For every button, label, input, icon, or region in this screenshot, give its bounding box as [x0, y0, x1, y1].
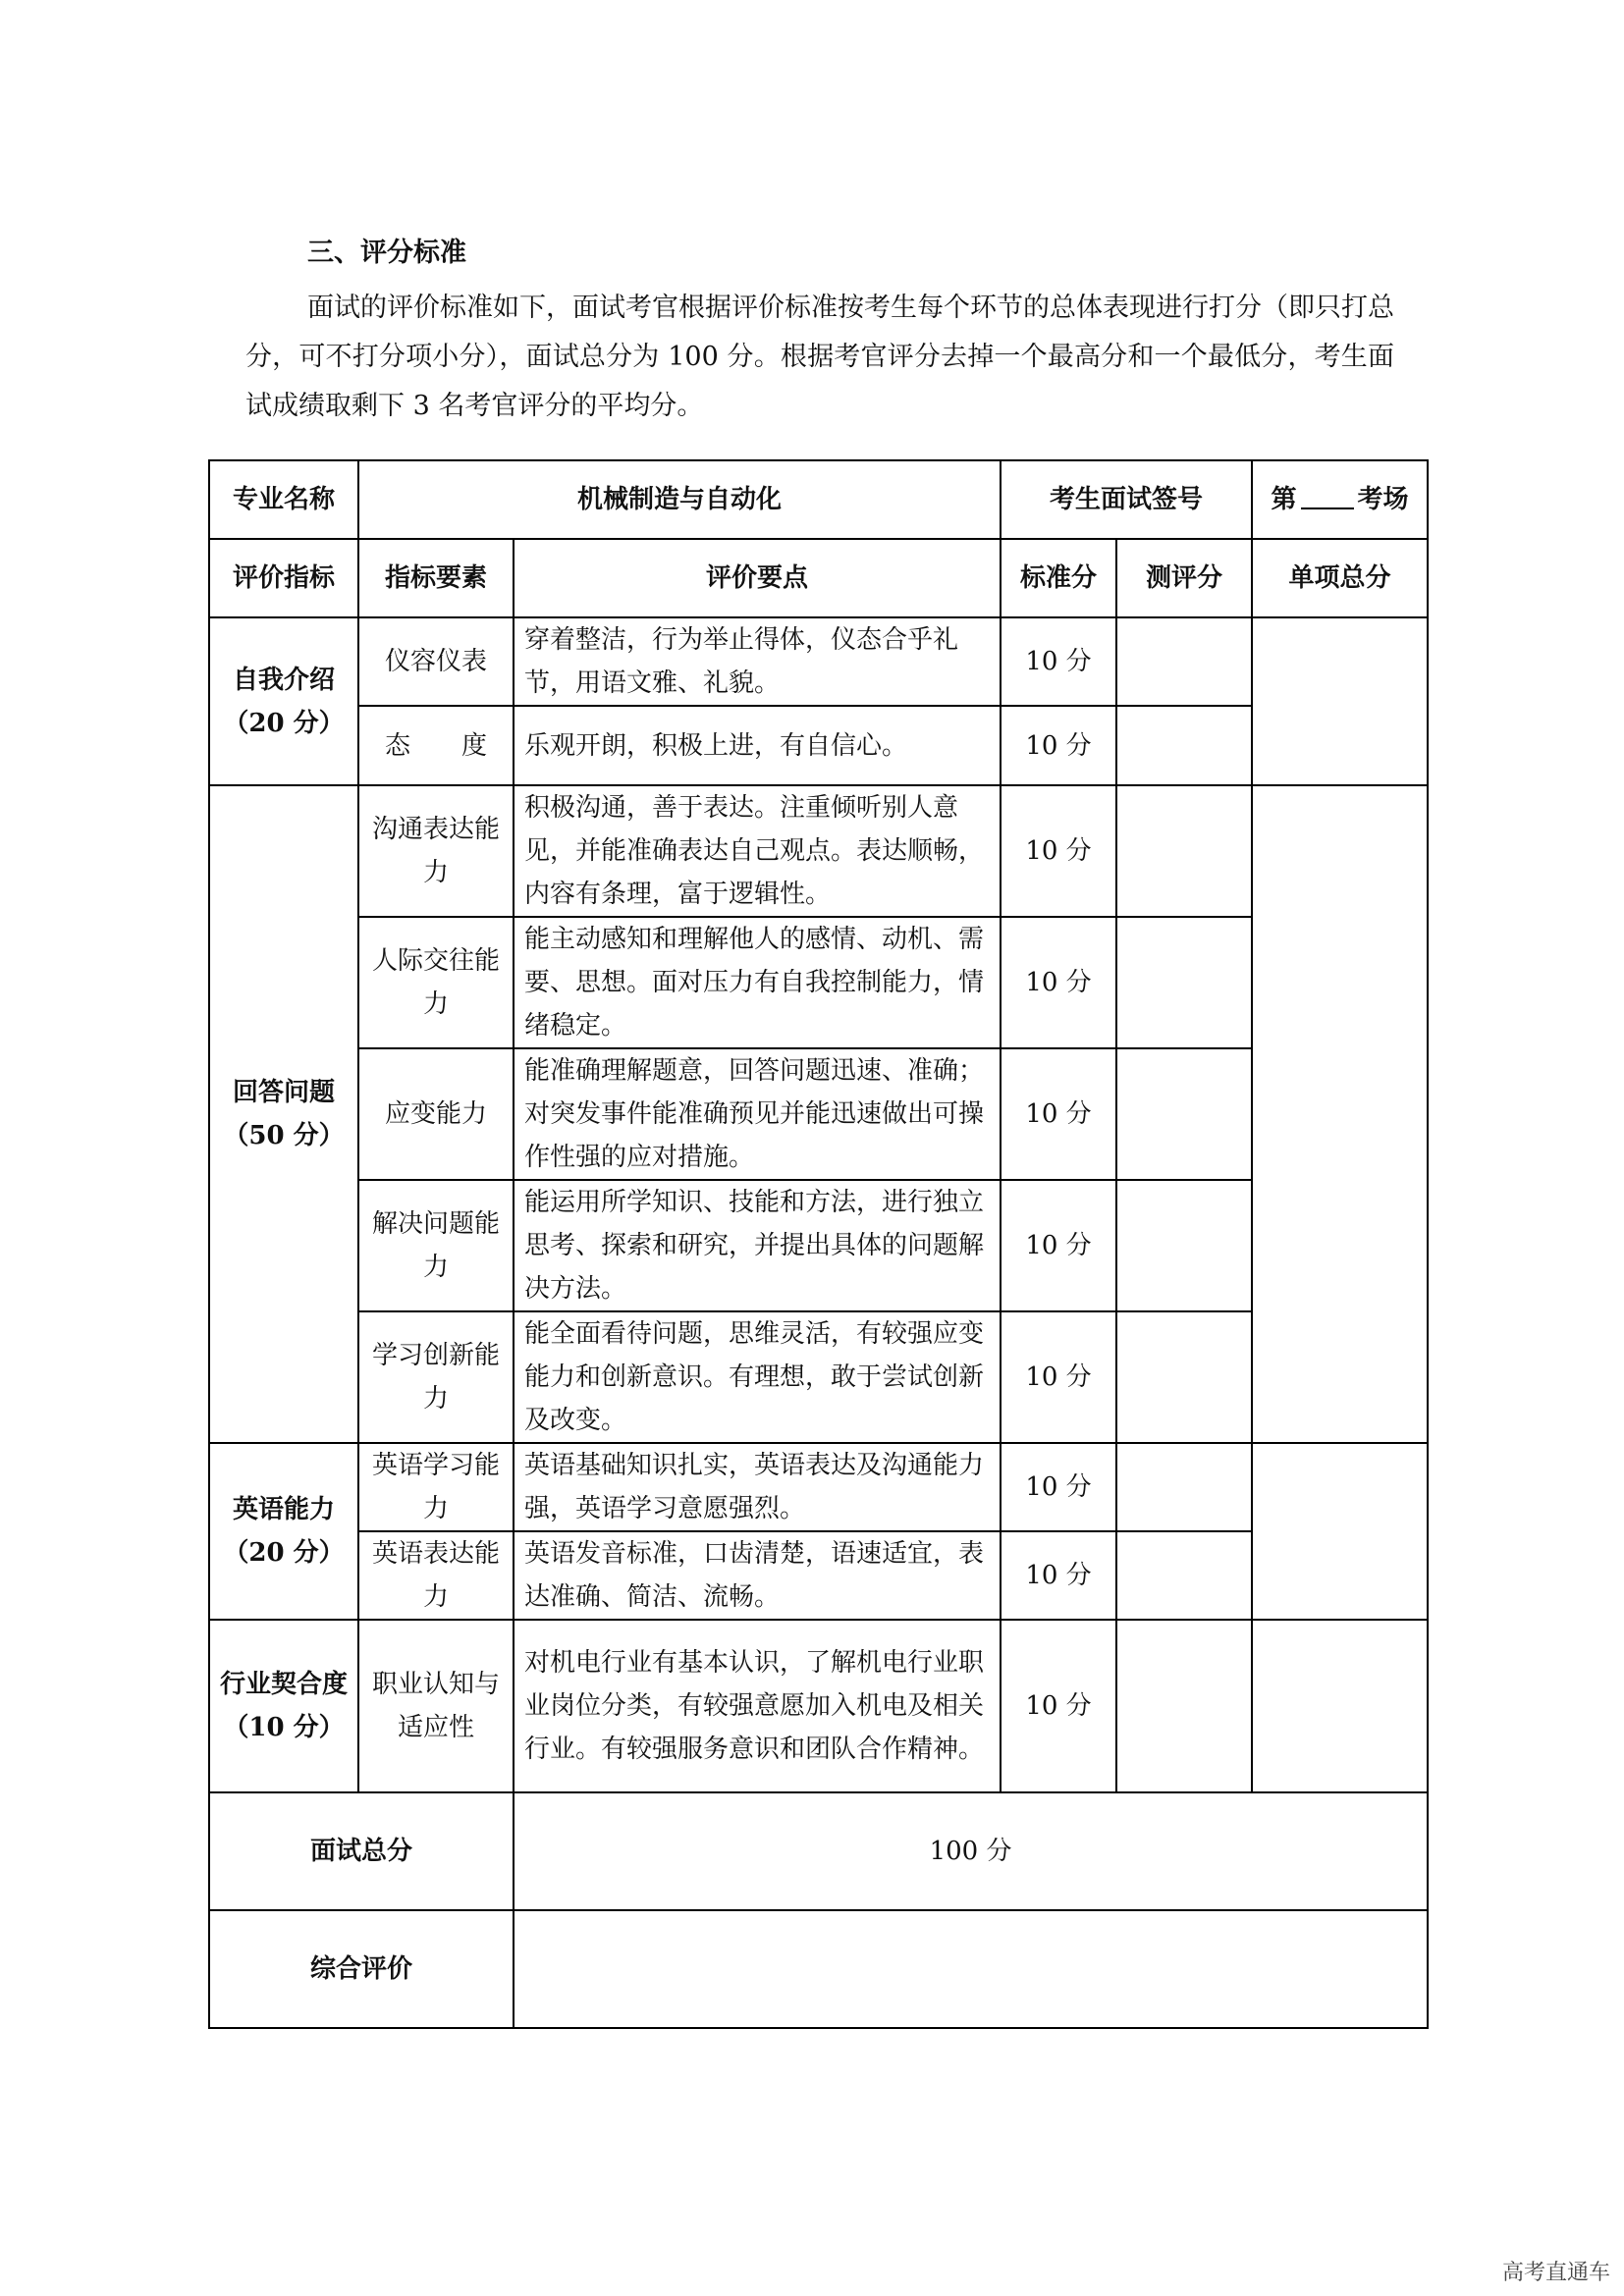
- subtotal-cell[interactable]: [1252, 785, 1428, 1443]
- element-cell: 沟通表达能力: [358, 785, 514, 917]
- subtotal-cell[interactable]: [1252, 1620, 1428, 1792]
- measured-cell[interactable]: [1116, 706, 1252, 785]
- standard-cell: 10 分: [1001, 785, 1116, 917]
- points-cell: 乐观开朗，积极上进，有自信心。: [514, 706, 1001, 785]
- total-label: 面试总分: [209, 1792, 514, 1910]
- scoring-table: [208, 459, 1429, 2029]
- standard-cell: 10 分: [1001, 1048, 1116, 1180]
- standard-cell: 10 分: [1001, 1443, 1116, 1531]
- header-points: 评价要点: [514, 539, 1001, 617]
- standard-cell: 10 分: [1001, 1311, 1116, 1443]
- major-label: 专业名称: [209, 460, 358, 539]
- table-row: [209, 706, 1428, 785]
- measured-cell[interactable]: [1116, 1311, 1252, 1443]
- table-row: [209, 617, 1428, 706]
- total-value: 100 分: [514, 1792, 1428, 1910]
- header-standard: 标准分: [1001, 539, 1116, 617]
- table-row-major: [209, 460, 1428, 539]
- comment-label: 综合评价: [209, 1910, 514, 2028]
- element-cell: 仪容仪表: [358, 617, 514, 706]
- header-indicator: 评价指标: [209, 539, 358, 617]
- points-cell: 对机电行业有基本认识，了解机电行业职业岗位分类，有较强意愿加入机电及相关行业。有较强服务意识和团队合作精神。: [514, 1620, 1001, 1792]
- standard-cell: 10 分: [1001, 706, 1116, 785]
- element-cell: 英语表达能力: [358, 1531, 514, 1620]
- exam-room: [1252, 460, 1428, 539]
- subtotal-cell[interactable]: [1252, 617, 1428, 785]
- room-prefix: 第: [1271, 485, 1297, 514]
- table-row: [209, 1443, 1428, 1531]
- standard-cell: 10 分: [1001, 1180, 1116, 1311]
- measured-cell[interactable]: [1116, 617, 1252, 706]
- comment-field[interactable]: [514, 1910, 1428, 2028]
- section-heading: 三、评分标准: [307, 238, 466, 268]
- points-cell: 能运用所学知识、技能和方法，进行独立思考、探索和研究，并提出具体的问题解决方法。: [514, 1180, 1001, 1311]
- table-row: [209, 1311, 1428, 1443]
- sign-label: 考生面试签号: [1001, 460, 1252, 539]
- group-cell: 回答问题 （50 分）: [209, 785, 358, 1443]
- element-cell: 英语学习能力: [358, 1443, 514, 1531]
- room-suffix: 考场: [1357, 485, 1409, 514]
- points-cell: 积极沟通，善于表达。注重倾听别人意见，并能准确表达自己观点。表达顺畅，内容有条理，富于逻辑性。: [514, 785, 1001, 917]
- measured-cell[interactable]: [1116, 1443, 1252, 1531]
- standard-cell: 10 分: [1001, 917, 1116, 1048]
- table-row: [209, 1531, 1428, 1620]
- group-cell: 行业契合度 （10 分）: [209, 1620, 358, 1792]
- table-row: [209, 785, 1428, 917]
- table-row: [209, 1180, 1428, 1311]
- points-cell: 英语发音标准，口齿清楚，语速适宜，表达准确、简洁、流畅。: [514, 1531, 1001, 1620]
- element-cell: 职业认知与适应性: [358, 1620, 514, 1792]
- element-cell: 应变能力: [358, 1048, 514, 1180]
- points-cell: 英语基础知识扎实，英语表达及沟通能力强，英语学习意愿强烈。: [514, 1443, 1001, 1531]
- group-cell: 英语能力 （20 分）: [209, 1443, 358, 1620]
- measured-cell[interactable]: [1116, 1620, 1252, 1792]
- points-cell: 能全面看待问题，思维灵活，有较强应变能力和创新意识。有理想，敢于尝试创新及改变。: [514, 1311, 1001, 1443]
- points-cell: 穿着整洁，行为举止得体，仪态合乎礼节，用语文雅、礼貌。: [514, 617, 1001, 706]
- header-element: 指标要素: [358, 539, 514, 617]
- element-cell: 态 度: [358, 706, 514, 785]
- subtotal-cell[interactable]: [1252, 1443, 1428, 1620]
- table-row: [209, 1620, 1428, 1792]
- element-cell: 解决问题能力: [358, 1180, 514, 1311]
- standard-cell: 10 分: [1001, 1620, 1116, 1792]
- header-subtotal: 单项总分: [1252, 539, 1428, 617]
- table-row: [209, 917, 1428, 1048]
- header-measured: 测评分: [1116, 539, 1252, 617]
- comment-row: [209, 1910, 1428, 2028]
- measured-cell[interactable]: [1116, 1180, 1252, 1311]
- points-cell: 能主动感知和理解他人的感情、动机、需要、思想。面对压力有自我控制能力，情绪稳定。: [514, 917, 1001, 1048]
- element-cell: 人际交往能力: [358, 917, 514, 1048]
- table-row: [209, 1048, 1428, 1180]
- standard-cell: 10 分: [1001, 617, 1116, 706]
- intro-paragraph: 面试的评价标准如下，面试考官根据评价标准按考生每个环节的总体表现进行打分（即只打总分，可不打分项小分），面试总分为 100 分。根据考官评分去掉一个最高分和一个最低分，考生面试成绩取剩下 3 名考官评分的平均分。: [245, 293, 1394, 421]
- measured-cell[interactable]: [1116, 917, 1252, 1048]
- measured-cell[interactable]: [1116, 1048, 1252, 1180]
- group-cell: 自我介绍 （20 分）: [209, 617, 358, 785]
- element-cell: 学习创新能力: [358, 1311, 514, 1443]
- points-cell: 能准确理解题意，回答问题迅速、准确；对突发事件能准确预见并能迅速做出可操作性强的应对措施。: [514, 1048, 1001, 1180]
- total-row: [209, 1792, 1428, 1910]
- watermark-text: 高考直通车: [1501, 2261, 1610, 2285]
- measured-cell[interactable]: [1116, 1531, 1252, 1620]
- table-header-row: [209, 539, 1428, 617]
- major-value: 机械制造与自动化: [358, 460, 1001, 539]
- standard-cell: 10 分: [1001, 1531, 1116, 1620]
- room-number-blank: [1301, 482, 1354, 509]
- measured-cell[interactable]: [1116, 785, 1252, 917]
